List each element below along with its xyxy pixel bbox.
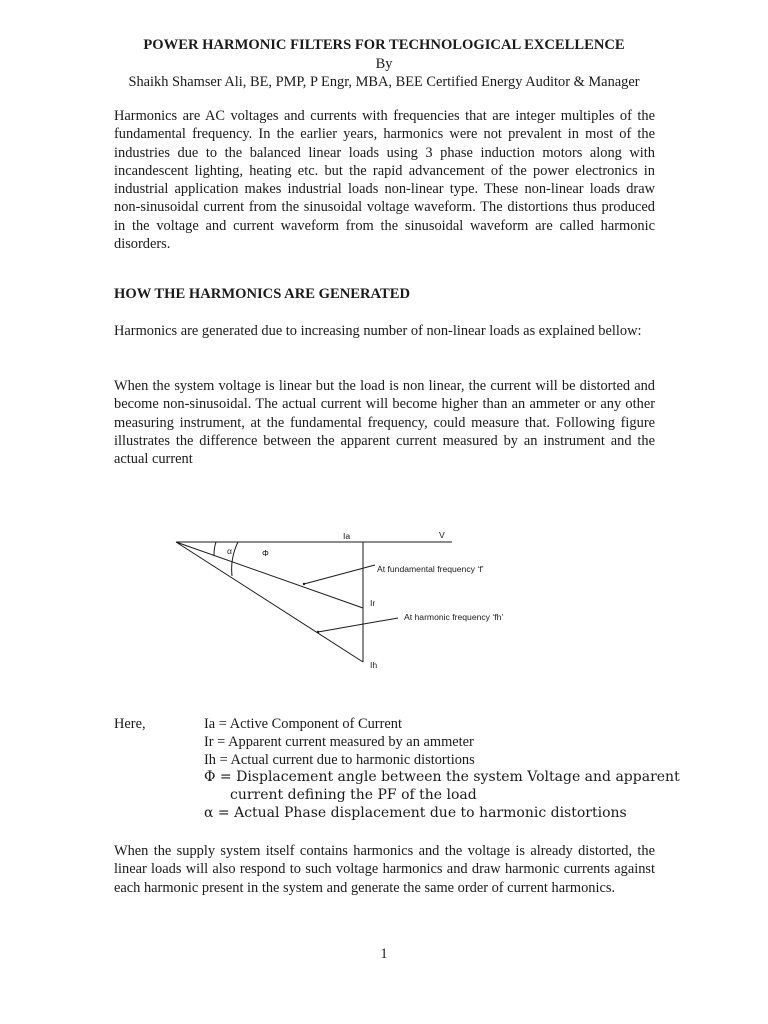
definition-phi-continued: current defining the PF of the load: [230, 787, 477, 804]
phi-label: Φ: [262, 548, 269, 558]
document-title: POWER HARMONIC FILTERS FOR TECHNOLOGICAL EXCELLENCE: [143, 37, 625, 53]
ir-label: Ir: [370, 598, 376, 608]
page-number: 1: [380, 946, 388, 962]
harmonic-leader-tip: [317, 631, 319, 633]
phasor-diagram: [160, 522, 580, 682]
apparent-current-phasor: [176, 542, 363, 608]
definitions-intro: Here,: [114, 716, 146, 732]
intro-text: Harmonics are AC voltages and currents with frequencies that are integer multiples of the fundamental frequency. In the earlier years, harmonics were not prevalent in most of the industries due to the balanced linear loads using 3 phase induction motors along with incandescent lighting, heating etc. but the rapid advancement of the power electronics in industrial application makes industrial loads non-linear type. These non-linear loads draw non-sinusoidal current from the sinusoidal voltage waveform. The distortions thus produced in the voltage and current waveform from the sinusoidal waveform are called harmonic disorders.: [114, 108, 655, 253]
definition-alpha: α = Actual Phase displacement due to harmonic distortions: [204, 804, 627, 821]
phi-angle-arc: [214, 542, 216, 555]
definition-ir: Ir = Apparent current measured by an ammeter: [204, 733, 474, 750]
alpha-label: α: [227, 546, 232, 556]
v-label: V: [439, 530, 445, 540]
ia-label: Ia: [343, 531, 351, 541]
fundamental-frequency-label: At fundamental frequency ‘f’: [377, 564, 484, 574]
final-paragraph-text: When the supply system itself contains harmonics and the voltage is already distorted, the linear loads will also respond to such voltage harmonics and draw harmonic currents against each harmonic present in the system and generate the same order of current harmonics.: [114, 843, 655, 896]
definition-phi: Φ = Displacement angle between the system Voltage and apparent: [204, 769, 680, 786]
harmonic-leader-line: [318, 618, 398, 632]
actual-current-phasor: [176, 542, 363, 662]
final-paragraph: [114, 842, 655, 897]
definition-ia: Ia = Active Component of Current: [204, 716, 402, 732]
byline-label: By: [375, 56, 393, 72]
section-heading: HOW THE HARMONICS ARE GENERATED: [114, 286, 410, 302]
author-line: Shaikh Shamser Ali, BE, PMP, P Engr, MBA, BEE Certified Energy Auditor & Manager: [128, 74, 640, 90]
harmonic-frequency-label: At harmonic frequency ‘fh’: [404, 612, 504, 622]
section-paragraph-2-text: When the system voltage is linear but the load is non linear, the current will be distorted and become non-sinusoidal. The actual current will become higher than an ammeter or any other measuring instrument, at the fundamental frequency, could measure that. Following figure illustrates the difference between the apparent current measured by an instrument and the actual current: [114, 378, 655, 468]
section-paragraph-2: [114, 377, 655, 468]
definition-ih: Ih = Actual current due to harmonic distortions: [204, 751, 475, 768]
ih-label: Ih: [370, 660, 378, 670]
alpha-angle-arc: [232, 542, 238, 576]
section-paragraph-1: [114, 322, 655, 340]
fundamental-leader-tip: [303, 583, 305, 585]
intro-paragraph: [114, 107, 655, 253]
fundamental-leader-line: [304, 565, 375, 584]
section-paragraph-1-text: Harmonics are generated due to increasing number of non-linear loads as explained bellow:: [114, 323, 642, 339]
definitions-list: [204, 716, 680, 823]
